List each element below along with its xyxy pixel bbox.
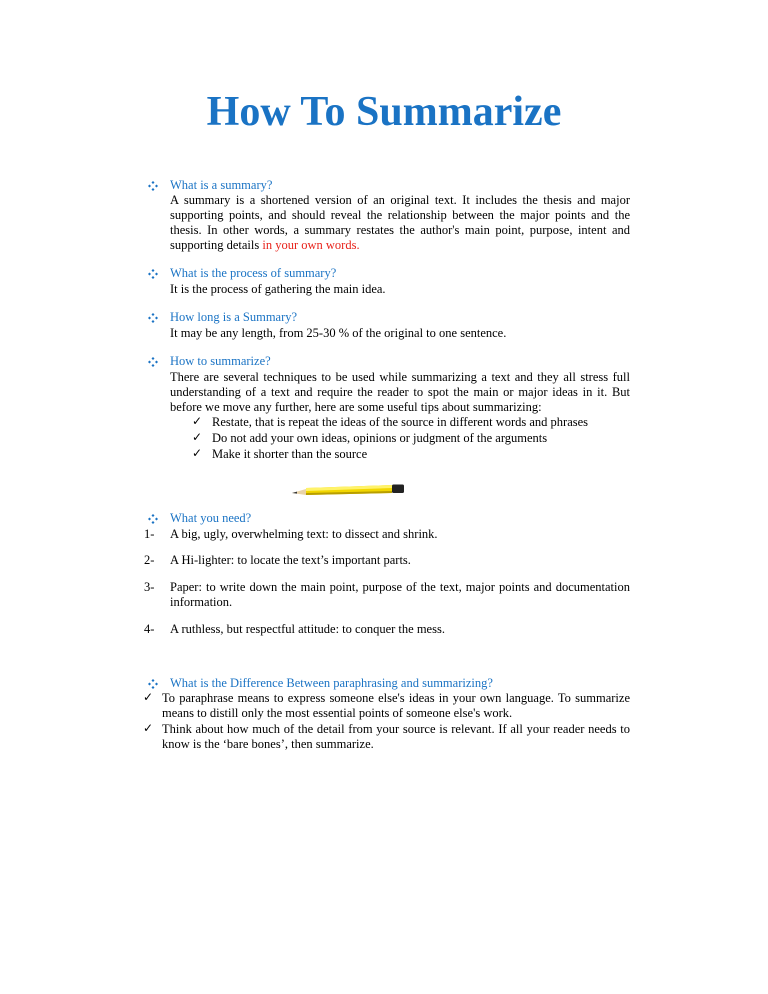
check-mark-icon: ✓	[192, 430, 203, 444]
list-item: A ruthless, but respectful attitude: to conquer the mess.	[170, 622, 445, 636]
tip-item: Make it shorter than the source	[212, 447, 368, 461]
diamond-bullet-icon	[148, 514, 158, 524]
question-process: What is the process of summary?	[170, 266, 337, 280]
page-title: How To Summarize	[206, 89, 562, 135]
list-item: A Hi-lighter: to locate the text’s important parts.	[170, 553, 411, 567]
process-answer: It is the process of gathering the main idea.	[170, 282, 386, 296]
check-mark-icon: ✓	[143, 721, 154, 735]
diamond-bullet-icon	[148, 357, 158, 367]
emphasis-own-words: in your own words.	[262, 238, 360, 252]
list-number: 2-	[144, 553, 155, 567]
how-to-answer: There are several techniques to be used while summarizing a text and they all stress full understanding of a text and require the reader to spot the main or major ideas in it. But before we move any further, here are some useful tips about summarizing:	[170, 370, 630, 414]
check-mark-icon: ✓	[192, 446, 203, 460]
question-difference: What is the Difference Between paraphrasing and summarizing?	[170, 676, 493, 690]
difference-point: Think about how much of the detail from your source is relevant. If all your reader needs to know is the ‘bare bones’, then summarize.	[162, 722, 630, 751]
question-length: How long is a Summary?	[170, 310, 298, 324]
question-how-to: How to summarize?	[170, 354, 271, 368]
question-what-you-need: What you need?	[170, 511, 252, 525]
tip-item: Restate, that is repeat the ideas of the source in different words and phrases	[212, 415, 589, 429]
list-number: 3-	[144, 580, 155, 594]
diamond-bullet-icon	[148, 269, 158, 279]
list-number: 1-	[144, 527, 155, 541]
list-item: A big, ugly, overwhelming text: to dissect and shrink.	[170, 527, 438, 541]
summary-definition-text: A summary is a shortened version of an original text. It includes the thesis and major supporting points, and should reveal the relationship between the major points and the thesis. In other words, a summary restates the author's main point, purpose, intent and supporting details	[170, 193, 630, 252]
question-what-is-summary: What is a summary?	[170, 178, 273, 192]
summary-definition	[170, 193, 630, 253]
list-item: Paper: to write down the main point, purpose of the text, major points and documentation information.	[170, 580, 630, 609]
length-answer: It may be any length, from 25-30 % of the original to one sentence.	[170, 326, 507, 340]
check-mark-icon: ✓	[143, 690, 154, 704]
check-mark-icon: ✓	[192, 414, 203, 428]
pencil-icon	[292, 484, 406, 498]
tip-item: Do not add your own ideas, opinions or judgment of the arguments	[212, 431, 548, 445]
list-number: 4-	[144, 622, 155, 636]
difference-point: To paraphrase means to express someone else's ideas in your own language. To summarize means to distill only the most essential points of someone else's work.	[162, 691, 630, 720]
diamond-bullet-icon	[148, 181, 158, 191]
diamond-bullet-icon	[148, 679, 158, 689]
diamond-bullet-icon	[148, 313, 158, 323]
